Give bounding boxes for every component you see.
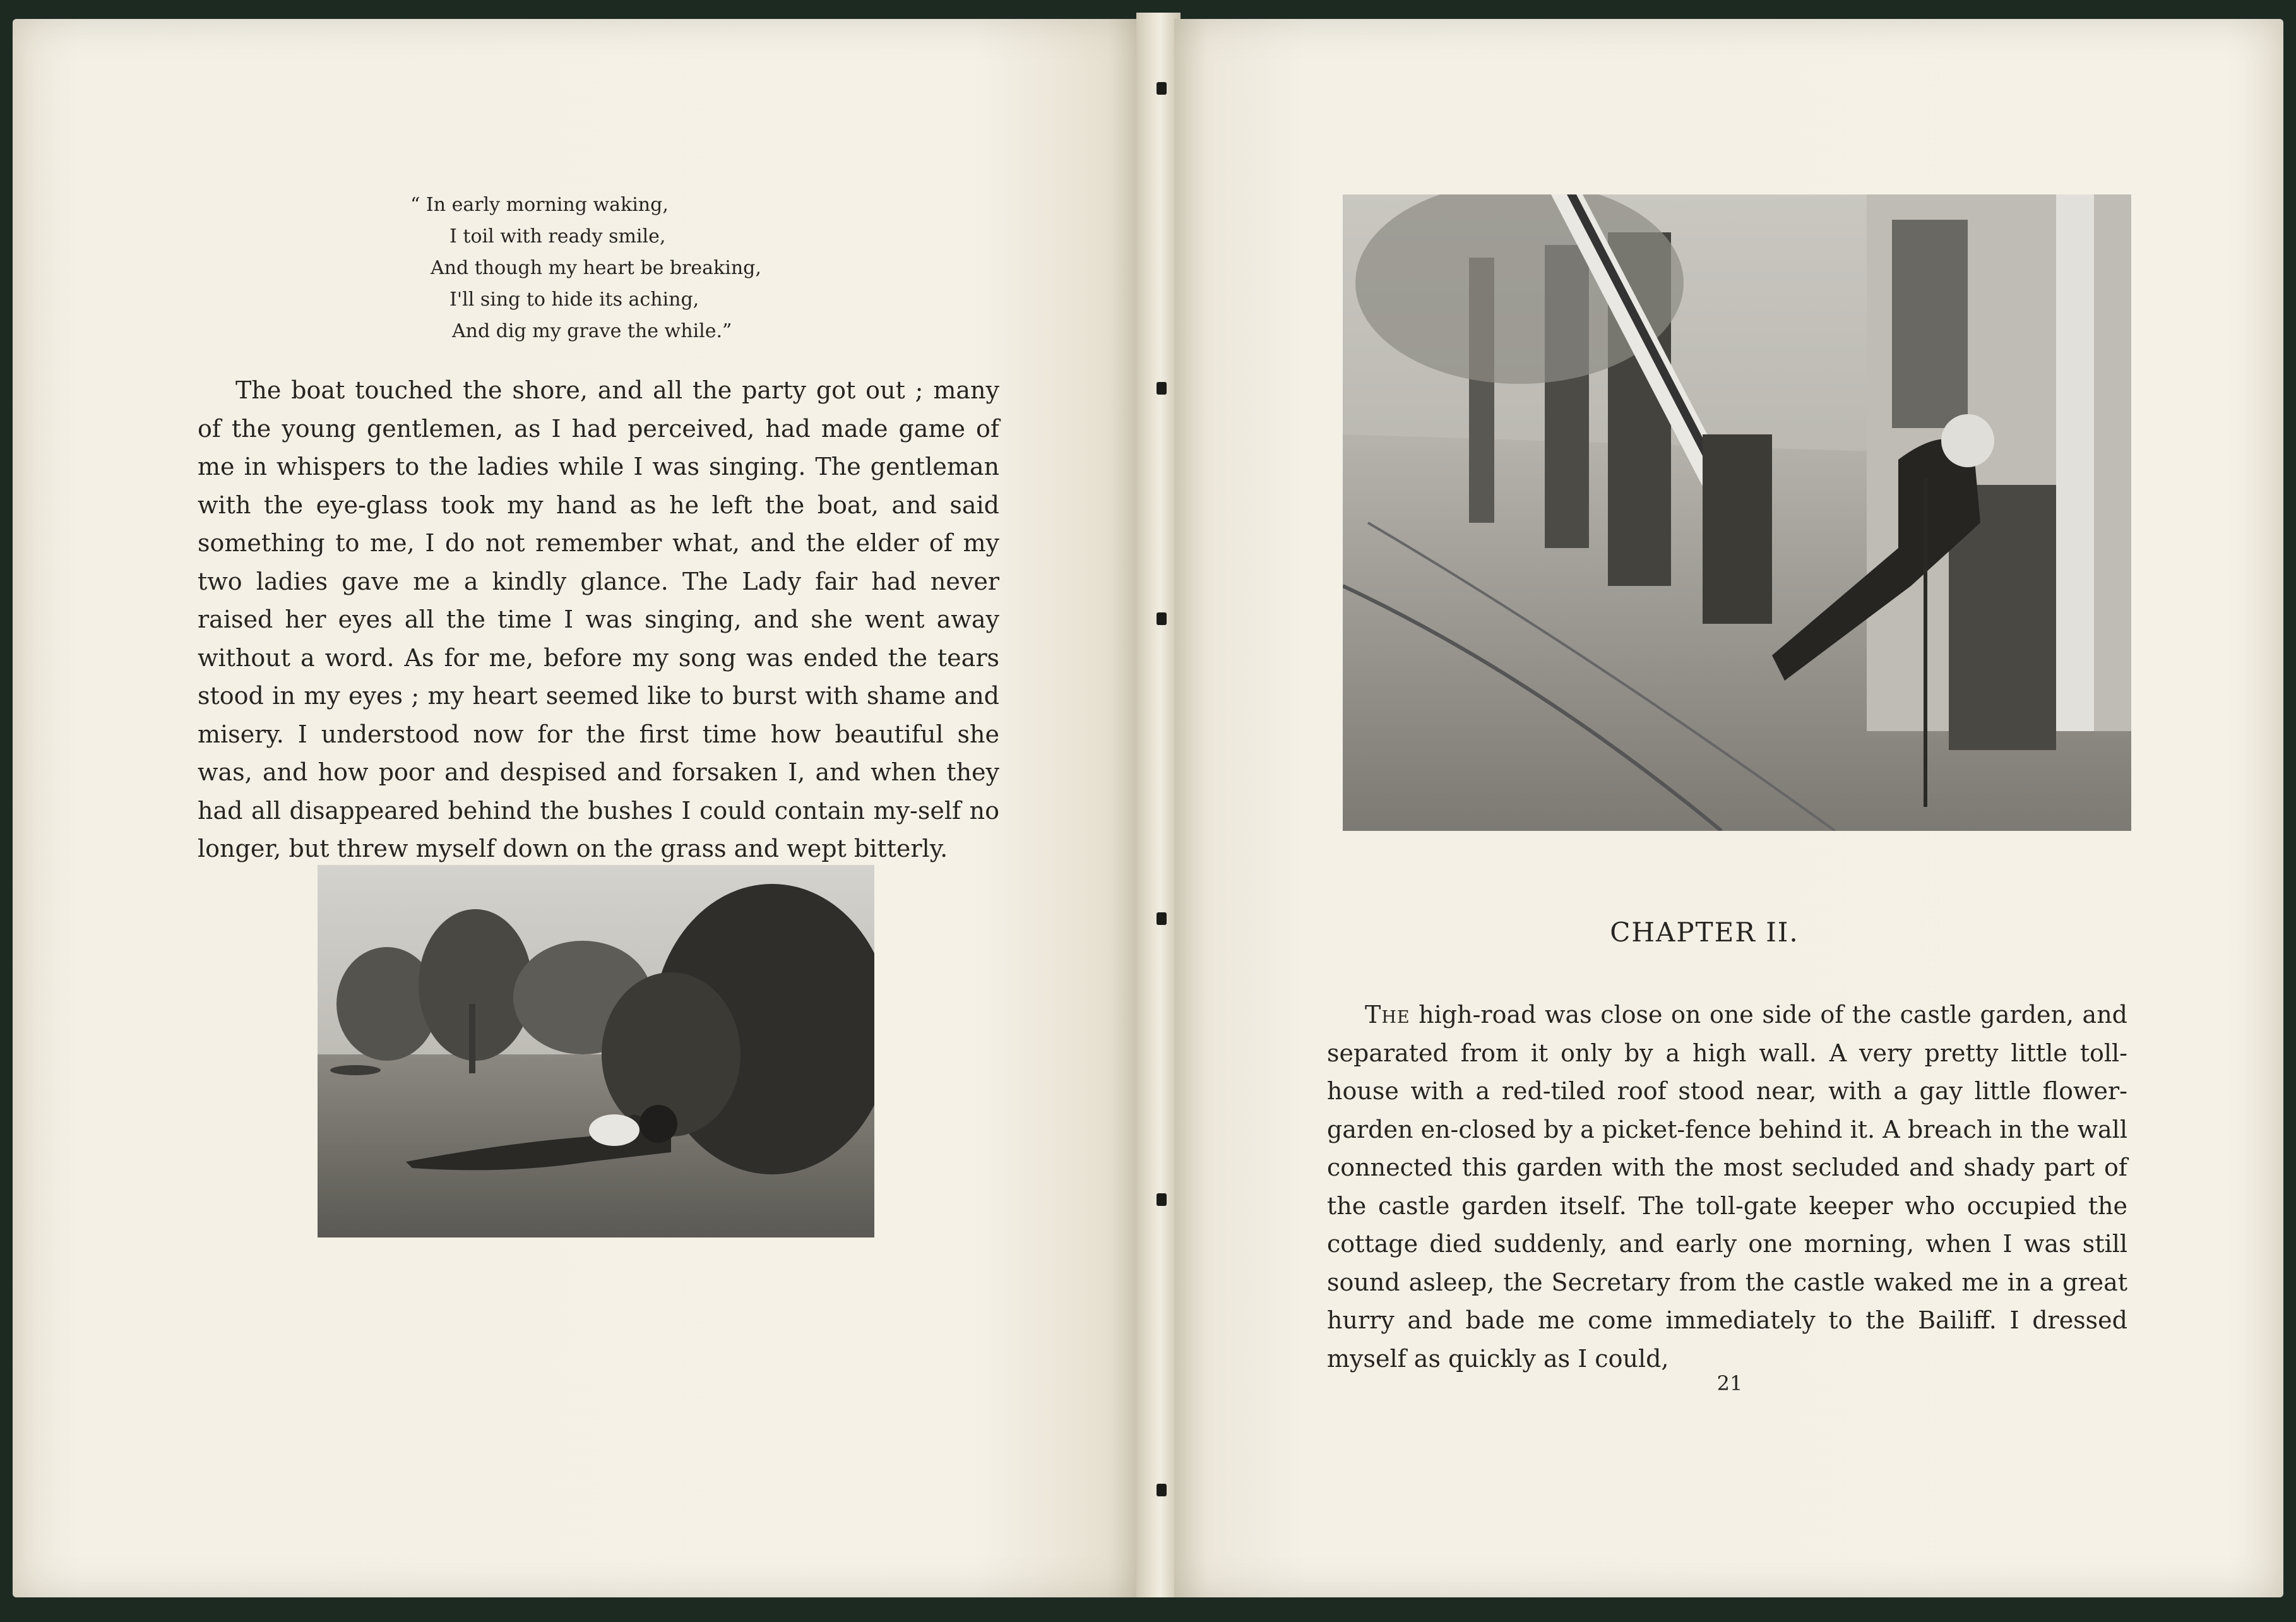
paragraph <box>1327 996 2127 1378</box>
paragraph: The boat touched the shore, and all the party got out ; many of the young gentlemen, as I had perceived, had made game of me in whispers to the ladies while I was singing. The gentleman with the eye-glass took my hand as he left the boat, and said something to me, I do not remember what, and the elder of my two ladies gave me a kindly glance. The Lady fair had never raised her eyes all the time I was singing, and she went away without a word. As for me, before my song was ended the tears stood in my eyes ; my heart seemed like to burst with shame and misery. I understood now for the first time how beautiful she was, and how poor and despised and forsaken I, and when they had all disappeared behind the bushes I could contain my-self no longer, but threw myself down on the grass and wept bitterly. <box>198 376 999 862</box>
illustration-man-lying-in-grass <box>318 865 874 1237</box>
epigraph-poem <box>410 189 761 347</box>
illustration-man-asleep-by-toll-gate <box>1343 194 2131 831</box>
binding-stitch <box>1157 82 1167 95</box>
binding-stitch <box>1157 1193 1167 1206</box>
right-body-text <box>1327 996 2127 1378</box>
poem-line: I toil with ready smile, <box>449 225 666 247</box>
binding-stitch <box>1157 912 1167 925</box>
binding-stitch <box>1157 612 1167 625</box>
page-number: 21 <box>1716 1371 1743 1395</box>
binding-stitch <box>1157 1484 1167 1496</box>
poem-line: I'll sing to hide its aching, <box>449 289 699 311</box>
left-body-text <box>198 371 999 868</box>
chapter-heading: CHAPTER II. <box>1610 917 1799 948</box>
binding-stitch <box>1157 382 1167 395</box>
poem-line: And though my heart be breaking, <box>431 257 761 279</box>
poem-line: And dig my grave the while.” <box>452 320 732 342</box>
drop-word: The <box>1365 1001 1410 1029</box>
paragraph-text: high-road was close on one side of the castle garden, and separated from it only by a high wall. A very pretty little toll-house with a red-tiled roof stood near, with a gay little flower-garden en-closed by a picket-fence behind it. A breach in the wall connected this garden with the most secluded and shady part of the castle garden itself. The toll-gate keeper who occupied the cottage died suddenly, and early one morning, when I was still sound asleep, the Secretary from the castle waked me in a great hurry and bade me come immediately to the Bailiff. I dressed myself as quickly as I could, <box>1327 1001 2127 1373</box>
poem-line: “ In early morning waking, <box>410 194 669 216</box>
